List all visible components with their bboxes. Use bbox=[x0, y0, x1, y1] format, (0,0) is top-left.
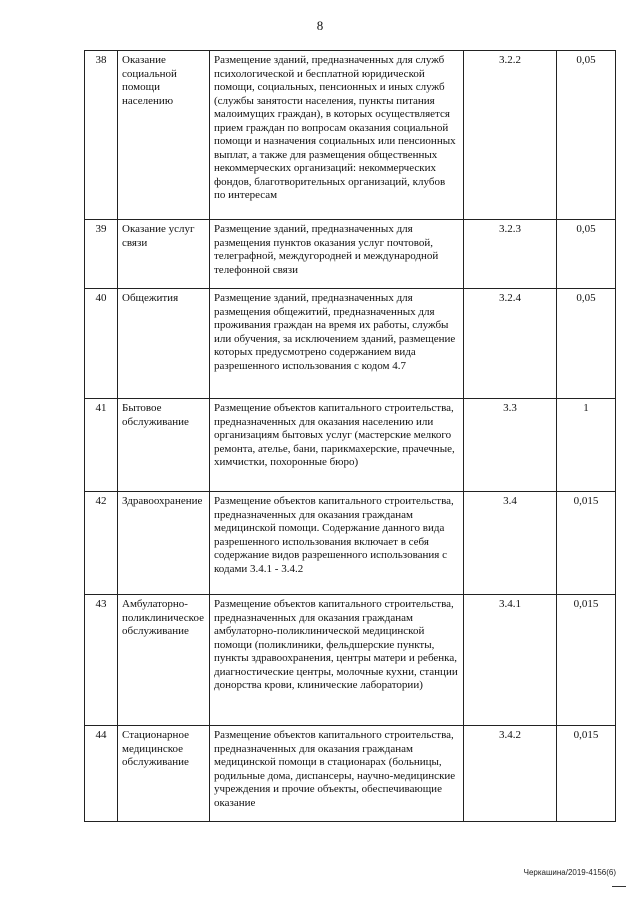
use-type-description: Размещение объектов капитального строительства, предназначенных для оказания гражданам медицинской помощи в стационарах (больницы, родильные дома, диспансеры, научно-медицинские учреждения и прочие объекты, обеспечивающие оказание bbox=[210, 726, 464, 822]
coefficient: 0,015 bbox=[557, 492, 616, 595]
row-number: 38 bbox=[85, 51, 118, 220]
use-type-description: Размещение объектов капитального строительства, предназначенных для оказания гражданам медицинской помощи. Содержание данного вида разрешенного использования включает в себя содержание видов разрешенного использования с кодами 3.4.1 - 3.4.2 bbox=[210, 492, 464, 595]
table-row bbox=[85, 51, 616, 220]
use-type-code: 3.2.2 bbox=[464, 51, 557, 220]
use-type-name: Оказание социальной помощи населению bbox=[118, 51, 210, 220]
use-type-description: Размещение объектов капитального строительства, предназначенных для оказания гражданам амбулаторно-поликлинической медицинской помощи (поликлиники, фельдшерские пункты, пункты здравоохранения, центры матери и ребенка, диагностические центры, молочные кухни, станции донорства крови, клинические лаборатории) bbox=[210, 595, 464, 726]
table-row bbox=[85, 399, 616, 492]
use-type-name: Бытовое обслуживание bbox=[118, 399, 210, 492]
coefficient: 0,015 bbox=[557, 595, 616, 726]
use-type-code: 3.3 bbox=[464, 399, 557, 492]
use-type-name: Здравоохранение bbox=[118, 492, 210, 595]
use-type-name: Оказание услуг связи bbox=[118, 220, 210, 289]
scan-mark bbox=[612, 886, 626, 887]
use-type-description: Размещение объектов капитального строительства, предназначенных для оказания населению или организациям бытовых услуг (мастерские мелкого ремонта, ателье, бани, парикмахерские, прачечные, химчистки, похоронные бюро) bbox=[210, 399, 464, 492]
use-type-description: Размещение зданий, предназначенных для размещения общежитий, предназначенных для проживания граждан на время их работы, службы или обучения, за исключением зданий, размещение которых предусмотрено содержанием вида разрешенного использования с кодом 4.7 bbox=[210, 289, 464, 399]
use-type-name: Стационарное медицинское обслуживание bbox=[118, 726, 210, 822]
table-row bbox=[85, 289, 616, 399]
table-row bbox=[85, 492, 616, 595]
use-type-description: Размещение зданий, предназначенных для размещения пунктов оказания услуг почтовой, телеграфной, междугородней и международной телефонной связи bbox=[210, 220, 464, 289]
use-type-description: Размещение зданий, предназначенных для служб психологической и бесплатной юридической помощи, социальных, пенсионных и иных служб (службы занятости населения, пункты питания малоимущих граждан), в которых осуществляется прием граждан по вопросам оказания социальной помощи и назначения социальных или пенсионных выплат, а также для размещения общественных некоммерческих организаций: некоммерческих фондов, благотворительных организаций, клубов по интересам bbox=[210, 51, 464, 220]
use-type-code: 3.4.1 bbox=[464, 595, 557, 726]
coefficient: 0,05 bbox=[557, 51, 616, 220]
row-number: 41 bbox=[85, 399, 118, 492]
row-number: 42 bbox=[85, 492, 118, 595]
coefficient: 1 bbox=[557, 399, 616, 492]
coefficient: 0,05 bbox=[557, 289, 616, 399]
page-number: 8 bbox=[316, 18, 324, 33]
document-footer-reference: Черкашина/2019-4156(6) bbox=[523, 868, 616, 877]
row-number: 44 bbox=[85, 726, 118, 822]
row-number: 39 bbox=[85, 220, 118, 289]
table-row bbox=[85, 220, 616, 289]
use-type-code: 3.2.4 bbox=[464, 289, 557, 399]
land-use-table bbox=[84, 50, 616, 822]
use-type-code: 3.2.3 bbox=[464, 220, 557, 289]
coefficient: 0,05 bbox=[557, 220, 616, 289]
row-number: 43 bbox=[85, 595, 118, 726]
table-row bbox=[85, 726, 616, 822]
use-type-code: 3.4.2 bbox=[464, 726, 557, 822]
coefficient: 0,015 bbox=[557, 726, 616, 822]
use-type-name: Амбулаторно-поликлиническое обслуживание bbox=[118, 595, 210, 726]
table-row bbox=[85, 595, 616, 726]
row-number: 40 bbox=[85, 289, 118, 399]
use-type-code: 3.4 bbox=[464, 492, 557, 595]
use-type-name: Общежития bbox=[118, 289, 210, 399]
